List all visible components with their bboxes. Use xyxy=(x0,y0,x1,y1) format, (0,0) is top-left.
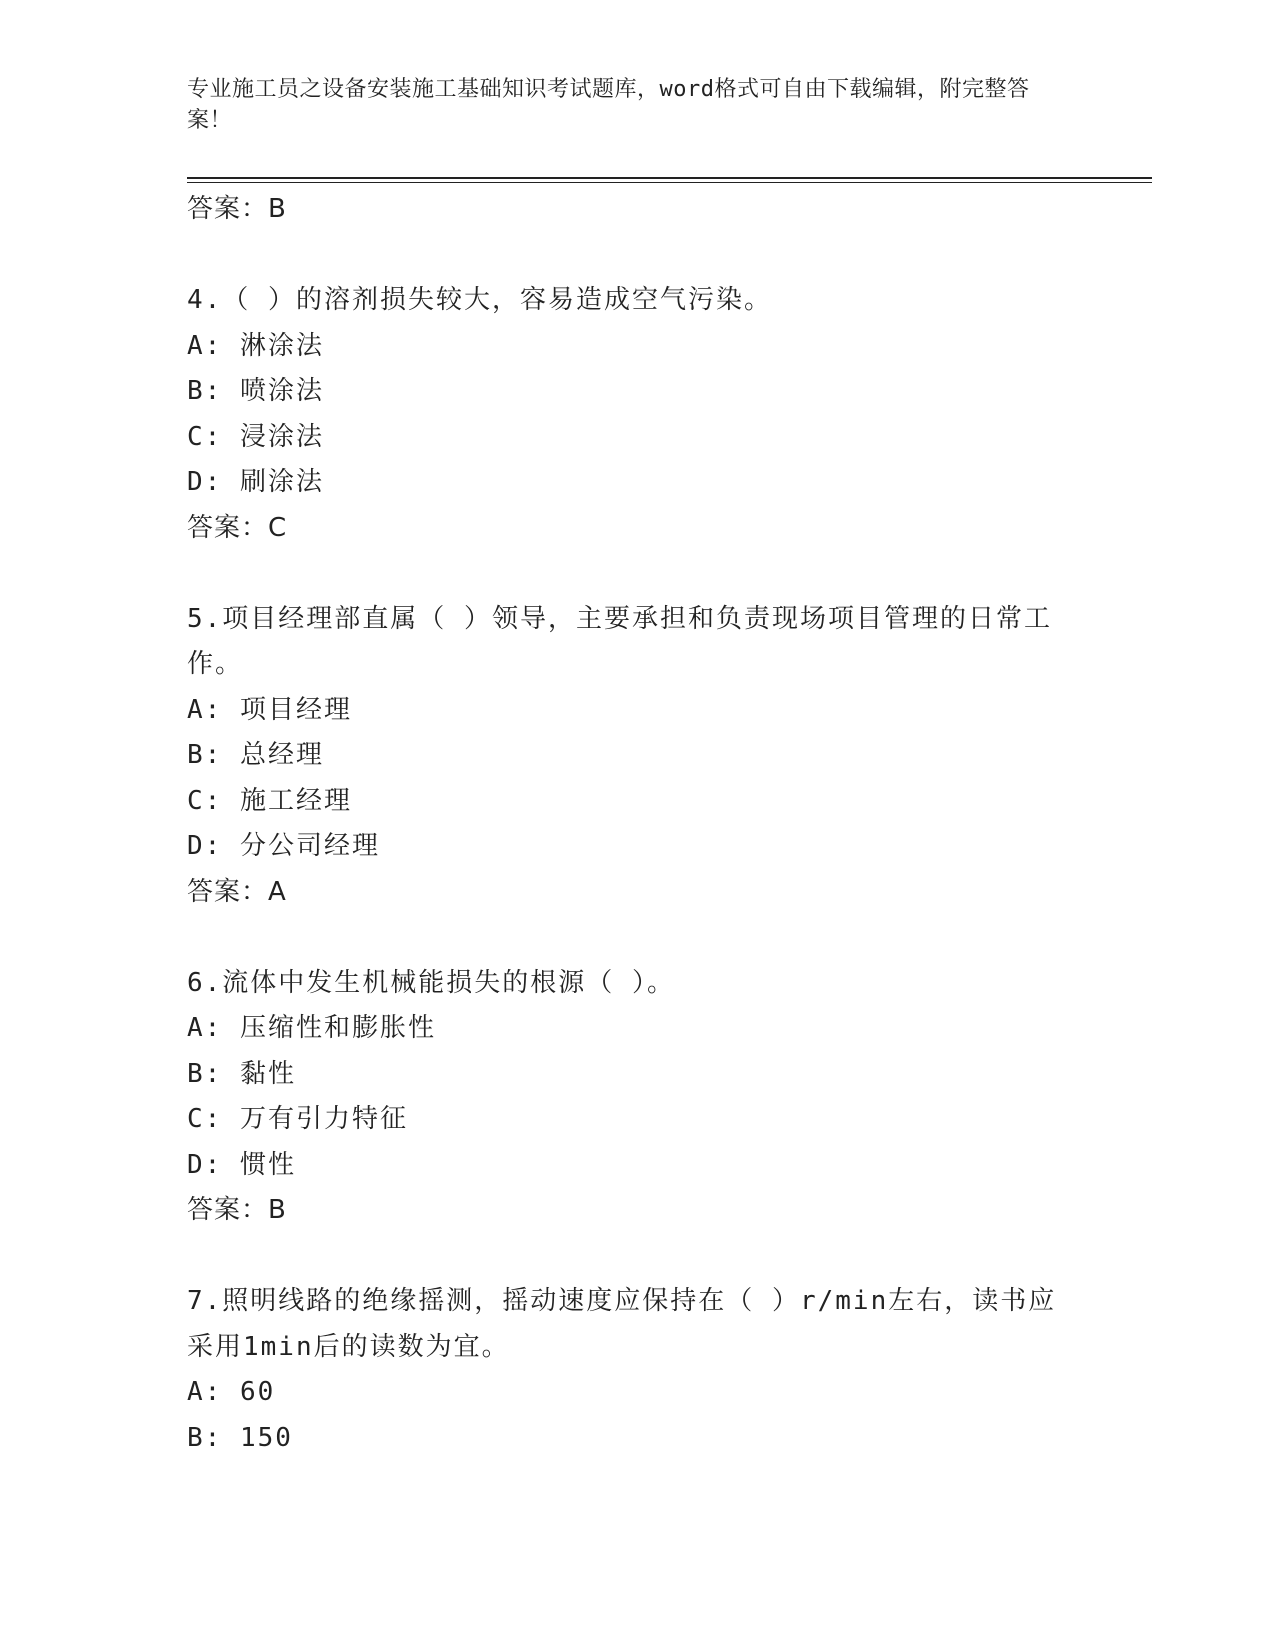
spacer xyxy=(187,551,1067,597)
option-b: B: 总经理 xyxy=(187,740,324,770)
question-content xyxy=(187,187,1067,1461)
option-a: A: 60 xyxy=(187,1377,276,1407)
header-rule-thin xyxy=(187,182,1152,183)
option-c: C: 施工经理 xyxy=(187,785,352,816)
page-header-text: 专业施工员之设备安装施工基础知识考试题库，word格式可自由下载编辑，附完整答案！ xyxy=(187,77,1030,133)
option-c: C: 浸涂法 xyxy=(187,421,324,452)
spacer xyxy=(187,233,1067,279)
option-b: B: 喷涂法 xyxy=(187,376,324,406)
option-a: A: 项目经理 xyxy=(187,694,352,725)
question-stem: 7.照明线路的绝缘摇测，摇动速度应保持在（ ）r/min左右，读书应采用1min后的读数为宜。 xyxy=(187,1286,1057,1362)
spacer xyxy=(187,1234,1067,1280)
question-stem: 5.项目经理部直属（ ）领导，主要承担和负责现场项目管理的日常工作。 xyxy=(187,603,1052,679)
option-a: A: 淋涂法 xyxy=(187,330,324,361)
answer-line: 答案：A xyxy=(187,876,287,907)
option-a: A: 压缩性和膨胀性 xyxy=(187,1013,436,1043)
question-block xyxy=(187,1279,1067,1461)
answer-line: 答案：C xyxy=(187,512,288,543)
option-d: D: 刷涂法 xyxy=(187,467,324,497)
question-block xyxy=(187,278,1067,551)
option-d: D: 惯性 xyxy=(187,1149,296,1180)
option-d: D: 分公司经理 xyxy=(187,831,380,861)
question-stem: 4.（ ）的溶剂损失较大，容易造成空气污染。 xyxy=(187,285,772,315)
question-stem: 6.流体中发生机械能损失的根源（ ）。 xyxy=(187,967,675,998)
question-block xyxy=(187,961,1067,1234)
answer-line: 答案：B xyxy=(187,1195,287,1225)
option-c: C: 万有引力特征 xyxy=(187,1104,408,1134)
question-block xyxy=(187,597,1067,916)
option-b: B: 150 xyxy=(187,1422,293,1453)
option-b: B: 黏性 xyxy=(187,1058,296,1089)
answer-line: 答案：B xyxy=(187,194,287,224)
header-rule xyxy=(187,177,1152,179)
spacer xyxy=(187,915,1067,961)
document-page xyxy=(187,0,1152,1650)
